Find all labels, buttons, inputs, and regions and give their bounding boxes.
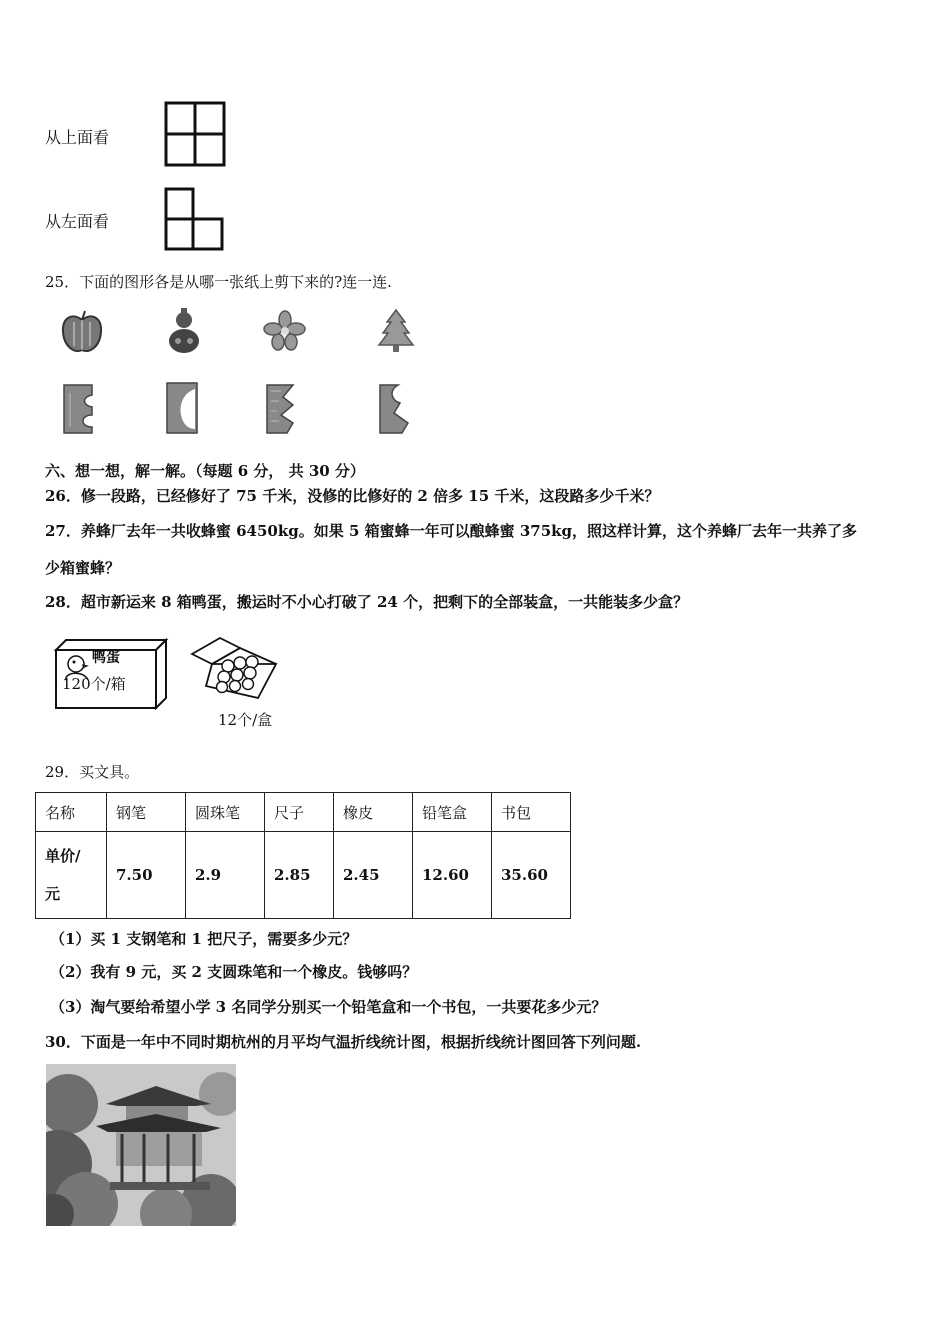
tree-icon: [376, 308, 416, 354]
price-cell: 12.60: [413, 832, 492, 919]
table-header-cell: 尺子: [265, 793, 334, 832]
egg-box-label: 12个/盒: [218, 711, 273, 729]
row-label-line: 单价/: [45, 847, 81, 865]
apple-icon: [60, 308, 104, 356]
price-cell: 2.85: [265, 832, 334, 919]
question-27-line-2: 少箱蜜蜂？: [45, 559, 121, 577]
price-cell: 35.60: [492, 832, 571, 919]
table-header-cell: 钢笔: [107, 793, 186, 832]
question-25: 25．下面的图形各是从哪一张纸上剪下来的?连一连.: [45, 273, 392, 291]
left-view-label: 从左面看: [45, 212, 110, 231]
pavilion-photo: [46, 1064, 236, 1226]
price-cell: 2.9: [186, 832, 265, 919]
egg-box-figure: [188, 636, 280, 704]
crate-label: 120个/箱: [62, 675, 126, 693]
flower-icon: [263, 310, 307, 352]
table-header-cell: 铅笔盒: [413, 793, 492, 832]
crate-title: 鸭蛋: [92, 650, 120, 666]
folded-paper-1: [62, 383, 96, 435]
question-28: 28．超市新运来 8 箱鸭蛋，搬运时不小心打破了 24 个，把剩下的全部装盒，一共能装多少盒？: [45, 593, 689, 611]
question-30: 30．下面是一年中不同时期杭州的月平均气温折线统计图，根据折线统计图回答下列问题.: [45, 1033, 642, 1051]
table-header-row: [36, 793, 571, 832]
question-29-title: 29．买文具。: [45, 763, 140, 781]
folded-paper-3: [265, 383, 299, 435]
table-header-cell: 名称: [36, 793, 107, 832]
gourd-icon: [164, 306, 204, 356]
top-view-figure: [163, 100, 227, 168]
price-cell: 2.45: [334, 832, 413, 919]
folded-paper-2: [165, 381, 199, 435]
row-label-line: 元: [45, 885, 61, 903]
folded-paper-4: [378, 383, 412, 435]
table-header-cell: 橡皮: [334, 793, 413, 832]
question-29-sub-1: （1）买 1 支钢笔和 1 把尺子，需要多少元？: [50, 930, 358, 948]
question-29-sub-2: （2）我有 9 元，买 2 支圆珠笔和一个橡皮。钱够吗？: [50, 963, 418, 981]
section-6-heading: 六、想一想，解一解。（每题 6 分， 共 30 分）: [45, 462, 365, 480]
question-26: 26．修一段路，已经修好了 75 千米，没修的比修好的 2 倍多 15 千米，这段路多少千米？: [45, 487, 660, 505]
table-header-cell: 圆珠笔: [186, 793, 265, 832]
table-row: [36, 832, 571, 919]
question-27-line-1: 27．养蜂厂去年一共收蜂蜜 6450kg。如果 5 箱蜜蜂一年可以酿蜂蜜 375kg，照这样计算，这个养蜂厂去年一共养了多: [45, 522, 858, 540]
top-view-label: 从上面看: [45, 128, 110, 147]
row-label-cell: [36, 832, 107, 919]
price-cell: 7.50: [107, 832, 186, 919]
question-29-sub-3: （3）淘气要给希望小学 3 名同学分别买一个铅笔盒和一个书包，一共要花多少元？: [50, 998, 607, 1016]
table-header-cell: 书包: [492, 793, 571, 832]
stationery-price-table: [35, 792, 571, 919]
left-view-figure: [163, 186, 227, 252]
